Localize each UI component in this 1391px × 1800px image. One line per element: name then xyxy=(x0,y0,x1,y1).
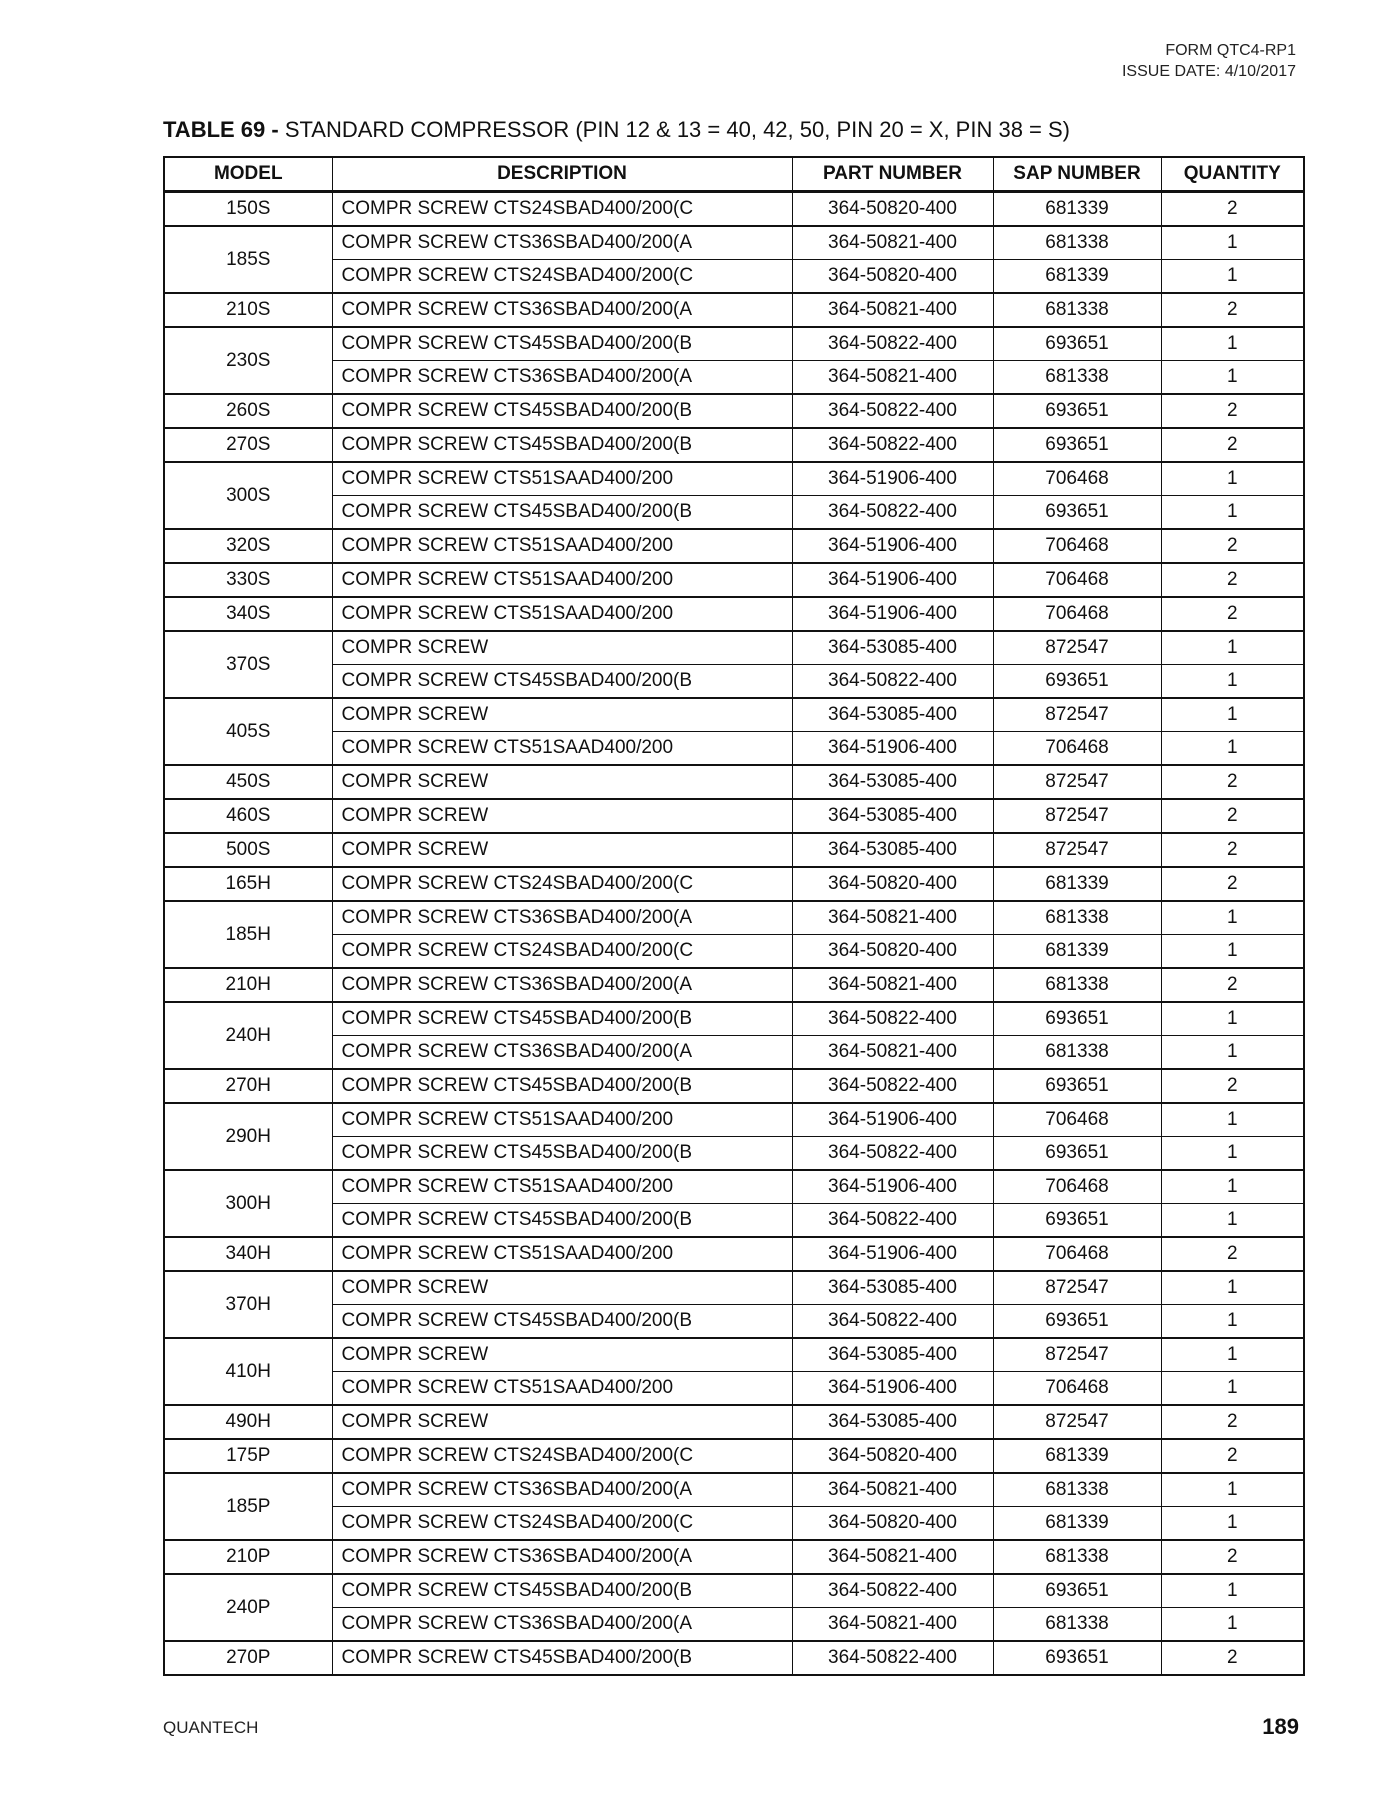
cell-quantity: 2 xyxy=(1161,1069,1304,1103)
table-row xyxy=(164,1372,1304,1406)
cell-description: COMPR SCREW CTS51SAAD400/200 xyxy=(332,1237,792,1271)
table-row xyxy=(164,1338,1304,1372)
cell-model: 260S xyxy=(164,394,332,428)
cell-part-number: 364-50822-400 xyxy=(792,1204,993,1238)
cell-part-number: 364-50820-400 xyxy=(792,867,993,901)
cell-part-number: 364-51906-400 xyxy=(792,1170,993,1204)
cell-quantity: 1 xyxy=(1161,1103,1304,1137)
table-title-text: STANDARD COMPRESSOR (PIN 12 & 13 = 40, 42, 50, PIN 20 = X, PIN 38 = S) xyxy=(278,117,1071,142)
cell-description: COMPR SCREW CTS36SBAD400/200(A xyxy=(332,1036,792,1070)
cell-quantity: 2 xyxy=(1161,192,1304,227)
cell-model: 185S xyxy=(164,226,332,293)
cell-quantity: 1 xyxy=(1161,935,1304,969)
cell-description: COMPR SCREW CTS45SBAD400/200(B xyxy=(332,428,792,462)
cell-sap-number: 681339 xyxy=(993,260,1161,294)
cell-quantity: 1 xyxy=(1161,698,1304,732)
cell-sap-number: 693651 xyxy=(993,1305,1161,1339)
cell-quantity: 1 xyxy=(1161,1507,1304,1541)
cell-sap-number: 681338 xyxy=(993,1608,1161,1642)
cell-part-number: 364-51906-400 xyxy=(792,563,993,597)
cell-sap-number: 693651 xyxy=(993,1002,1161,1036)
cell-description: COMPR SCREW xyxy=(332,1271,792,1305)
cell-sap-number: 693651 xyxy=(993,1204,1161,1238)
cell-sap-number: 681338 xyxy=(993,1473,1161,1507)
cell-part-number: 364-50821-400 xyxy=(792,901,993,935)
cell-description: COMPR SCREW CTS24SBAD400/200(C xyxy=(332,1439,792,1473)
cell-part-number: 364-51906-400 xyxy=(792,462,993,496)
table-row xyxy=(164,1608,1304,1642)
table-row xyxy=(164,1641,1304,1675)
cell-model: 340H xyxy=(164,1237,332,1271)
table-row xyxy=(164,496,1304,530)
cell-description: COMPR SCREW CTS36SBAD400/200(A xyxy=(332,901,792,935)
cell-description: COMPR SCREW CTS51SAAD400/200 xyxy=(332,1103,792,1137)
cell-description: COMPR SCREW CTS24SBAD400/200(C xyxy=(332,867,792,901)
cell-quantity: 2 xyxy=(1161,428,1304,462)
cell-sap-number: 706468 xyxy=(993,1170,1161,1204)
cell-quantity: 1 xyxy=(1161,1170,1304,1204)
cell-description: COMPR SCREW CTS51SAAD400/200 xyxy=(332,597,792,631)
table-row xyxy=(164,1305,1304,1339)
cell-description: COMPR SCREW CTS45SBAD400/200(B xyxy=(332,327,792,361)
table-row xyxy=(164,765,1304,799)
cell-quantity: 2 xyxy=(1161,1405,1304,1439)
cell-part-number: 364-51906-400 xyxy=(792,1372,993,1406)
cell-description: COMPR SCREW CTS36SBAD400/200(A xyxy=(332,361,792,395)
cell-part-number: 364-51906-400 xyxy=(792,1103,993,1137)
cell-part-number: 364-50822-400 xyxy=(792,1002,993,1036)
table-row xyxy=(164,327,1304,361)
cell-sap-number: 681338 xyxy=(993,1036,1161,1070)
cell-model: 230S xyxy=(164,327,332,394)
cell-model: 410H xyxy=(164,1338,332,1405)
cell-part-number: 364-51906-400 xyxy=(792,597,993,631)
cell-quantity: 1 xyxy=(1161,1204,1304,1238)
table-row xyxy=(164,1237,1304,1271)
cell-part-number: 364-50820-400 xyxy=(792,1439,993,1473)
compressor-table xyxy=(163,156,1305,1676)
cell-sap-number: 706468 xyxy=(993,462,1161,496)
table-row xyxy=(164,968,1304,1002)
cell-part-number: 364-50822-400 xyxy=(792,1574,993,1608)
cell-part-number: 364-50821-400 xyxy=(792,1036,993,1070)
cell-sap-number: 872547 xyxy=(993,1405,1161,1439)
cell-quantity: 2 xyxy=(1161,799,1304,833)
cell-quantity: 2 xyxy=(1161,867,1304,901)
cell-sap-number: 681338 xyxy=(993,901,1161,935)
cell-quantity: 1 xyxy=(1161,1338,1304,1372)
cell-model: 270P xyxy=(164,1641,332,1675)
table-row xyxy=(164,192,1304,227)
cell-sap-number: 706468 xyxy=(993,597,1161,631)
table-row xyxy=(164,1540,1304,1574)
cell-quantity: 1 xyxy=(1161,1574,1304,1608)
cell-description: COMPR SCREW xyxy=(332,799,792,833)
cell-description: COMPR SCREW CTS51SAAD400/200 xyxy=(332,529,792,563)
cell-quantity: 1 xyxy=(1161,1608,1304,1642)
cell-part-number: 364-50820-400 xyxy=(792,1507,993,1541)
cell-model: 370S xyxy=(164,631,332,698)
cell-part-number: 364-50822-400 xyxy=(792,327,993,361)
cell-quantity: 2 xyxy=(1161,529,1304,563)
table-row xyxy=(164,1473,1304,1507)
column-header-part-number: PART NUMBER xyxy=(792,157,993,192)
cell-part-number: 364-50822-400 xyxy=(792,394,993,428)
table-row xyxy=(164,260,1304,294)
cell-part-number: 364-50821-400 xyxy=(792,361,993,395)
cell-model: 340S xyxy=(164,597,332,631)
cell-part-number: 364-50822-400 xyxy=(792,1305,993,1339)
cell-sap-number: 872547 xyxy=(993,698,1161,732)
cell-description: COMPR SCREW CTS36SBAD400/200(A xyxy=(332,1540,792,1574)
cell-description: COMPR SCREW CTS45SBAD400/200(B xyxy=(332,1137,792,1171)
column-header-model: MODEL xyxy=(164,157,332,192)
cell-description: COMPR SCREW CTS45SBAD400/200(B xyxy=(332,1069,792,1103)
cell-quantity: 2 xyxy=(1161,563,1304,597)
column-header-description: DESCRIPTION xyxy=(332,157,792,192)
cell-quantity: 1 xyxy=(1161,1372,1304,1406)
table-row xyxy=(164,563,1304,597)
cell-model: 320S xyxy=(164,529,332,563)
cell-quantity: 1 xyxy=(1161,1002,1304,1036)
cell-sap-number: 706468 xyxy=(993,732,1161,766)
cell-sap-number: 693651 xyxy=(993,665,1161,699)
cell-description: COMPR SCREW xyxy=(332,1338,792,1372)
form-id: FORM QTC4-RP1 xyxy=(1165,42,1296,59)
table-row xyxy=(164,1002,1304,1036)
table-row xyxy=(164,698,1304,732)
cell-quantity: 1 xyxy=(1161,1271,1304,1305)
form-header xyxy=(1122,40,1296,82)
cell-description: COMPR SCREW xyxy=(332,1405,792,1439)
table-row xyxy=(164,597,1304,631)
cell-sap-number: 706468 xyxy=(993,1103,1161,1137)
cell-sap-number: 681338 xyxy=(993,968,1161,1002)
cell-model: 175P xyxy=(164,1439,332,1473)
cell-description: COMPR SCREW CTS51SAAD400/200 xyxy=(332,563,792,597)
table-row xyxy=(164,1405,1304,1439)
cell-part-number: 364-50821-400 xyxy=(792,1540,993,1574)
cell-quantity: 1 xyxy=(1161,260,1304,294)
cell-model: 210S xyxy=(164,293,332,327)
cell-sap-number: 693651 xyxy=(993,1641,1161,1675)
cell-model: 210P xyxy=(164,1540,332,1574)
cell-part-number: 364-51906-400 xyxy=(792,732,993,766)
cell-sap-number: 706468 xyxy=(993,563,1161,597)
cell-description: COMPR SCREW CTS45SBAD400/200(B xyxy=(332,1305,792,1339)
cell-sap-number: 681339 xyxy=(993,935,1161,969)
cell-sap-number: 681338 xyxy=(993,1540,1161,1574)
table-row xyxy=(164,732,1304,766)
cell-sap-number: 681339 xyxy=(993,192,1161,227)
table-row xyxy=(164,1204,1304,1238)
cell-model: 460S xyxy=(164,799,332,833)
cell-model: 450S xyxy=(164,765,332,799)
cell-sap-number: 693651 xyxy=(993,428,1161,462)
cell-part-number: 364-50822-400 xyxy=(792,665,993,699)
cell-model: 165H xyxy=(164,867,332,901)
cell-part-number: 364-50822-400 xyxy=(792,1069,993,1103)
cell-description: COMPR SCREW CTS36SBAD400/200(A xyxy=(332,1473,792,1507)
table-header-row xyxy=(164,157,1304,192)
cell-part-number: 364-53085-400 xyxy=(792,1338,993,1372)
cell-description: COMPR SCREW CTS24SBAD400/200(C xyxy=(332,1507,792,1541)
cell-quantity: 2 xyxy=(1161,597,1304,631)
cell-sap-number: 872547 xyxy=(993,765,1161,799)
cell-description: COMPR SCREW CTS36SBAD400/200(A xyxy=(332,1608,792,1642)
cell-quantity: 1 xyxy=(1161,1036,1304,1070)
table-row xyxy=(164,1439,1304,1473)
cell-quantity: 1 xyxy=(1161,901,1304,935)
cell-part-number: 364-53085-400 xyxy=(792,631,993,665)
cell-description: COMPR SCREW CTS45SBAD400/200(B xyxy=(332,1204,792,1238)
cell-part-number: 364-53085-400 xyxy=(792,765,993,799)
cell-part-number: 364-50821-400 xyxy=(792,968,993,1002)
cell-description: COMPR SCREW CTS45SBAD400/200(B xyxy=(332,665,792,699)
cell-sap-number: 706468 xyxy=(993,1237,1161,1271)
cell-quantity: 2 xyxy=(1161,1641,1304,1675)
cell-model: 185H xyxy=(164,901,332,968)
cell-description: COMPR SCREW CTS45SBAD400/200(B xyxy=(332,1002,792,1036)
cell-quantity: 2 xyxy=(1161,293,1304,327)
cell-model: 290H xyxy=(164,1103,332,1170)
cell-model: 240P xyxy=(164,1574,332,1641)
cell-description: COMPR SCREW CTS24SBAD400/200(C xyxy=(332,260,792,294)
cell-description: COMPR SCREW xyxy=(332,631,792,665)
cell-model: 490H xyxy=(164,1405,332,1439)
cell-model: 270H xyxy=(164,1069,332,1103)
cell-part-number: 364-50821-400 xyxy=(792,293,993,327)
table-row xyxy=(164,867,1304,901)
table-row xyxy=(164,428,1304,462)
cell-sap-number: 872547 xyxy=(993,1338,1161,1372)
cell-part-number: 364-50821-400 xyxy=(792,1608,993,1642)
table-row xyxy=(164,529,1304,563)
table-row xyxy=(164,462,1304,496)
cell-description: COMPR SCREW CTS45SBAD400/200(B xyxy=(332,496,792,530)
cell-quantity: 2 xyxy=(1161,1540,1304,1574)
footer-brand: QUANTECH xyxy=(163,1718,259,1737)
cell-part-number: 364-51906-400 xyxy=(792,529,993,563)
cell-sap-number: 681338 xyxy=(993,361,1161,395)
cell-sap-number: 706468 xyxy=(993,529,1161,563)
table-row xyxy=(164,631,1304,665)
cell-part-number: 364-50821-400 xyxy=(792,1473,993,1507)
cell-description: COMPR SCREW CTS36SBAD400/200(A xyxy=(332,226,792,260)
cell-description: COMPR SCREW CTS45SBAD400/200(B xyxy=(332,1574,792,1608)
cell-quantity: 1 xyxy=(1161,1137,1304,1171)
table-row xyxy=(164,1137,1304,1171)
cell-part-number: 364-53085-400 xyxy=(792,1271,993,1305)
cell-description: COMPR SCREW CTS51SAAD400/200 xyxy=(332,462,792,496)
cell-model: 210H xyxy=(164,968,332,1002)
cell-model: 300S xyxy=(164,462,332,529)
cell-quantity: 2 xyxy=(1161,1237,1304,1271)
cell-part-number: 364-53085-400 xyxy=(792,833,993,867)
cell-description: COMPR SCREW CTS24SBAD400/200(C xyxy=(332,935,792,969)
cell-sap-number: 706468 xyxy=(993,1372,1161,1406)
table-row xyxy=(164,226,1304,260)
cell-description: COMPR SCREW CTS36SBAD400/200(A xyxy=(332,293,792,327)
issue-date: ISSUE DATE: 4/10/2017 xyxy=(1121,63,1296,80)
cell-model: 270S xyxy=(164,428,332,462)
cell-model: 240H xyxy=(164,1002,332,1069)
cell-description: COMPR SCREW CTS45SBAD400/200(B xyxy=(332,394,792,428)
cell-description: COMPR SCREW CTS45SBAD400/200(B xyxy=(332,1641,792,1675)
table-row xyxy=(164,1507,1304,1541)
cell-quantity: 2 xyxy=(1161,968,1304,1002)
cell-sap-number: 681339 xyxy=(993,1507,1161,1541)
cell-model: 405S xyxy=(164,698,332,765)
cell-model: 500S xyxy=(164,833,332,867)
table-row xyxy=(164,799,1304,833)
cell-quantity: 2 xyxy=(1161,394,1304,428)
cell-part-number: 364-50822-400 xyxy=(792,496,993,530)
cell-quantity: 1 xyxy=(1161,496,1304,530)
cell-sap-number: 693651 xyxy=(993,394,1161,428)
cell-sap-number: 693651 xyxy=(993,1574,1161,1608)
cell-sap-number: 693651 xyxy=(993,496,1161,530)
cell-quantity: 1 xyxy=(1161,361,1304,395)
cell-model: 185P xyxy=(164,1473,332,1540)
cell-sap-number: 872547 xyxy=(993,1271,1161,1305)
cell-sap-number: 693651 xyxy=(993,327,1161,361)
cell-part-number: 364-50820-400 xyxy=(792,192,993,227)
cell-part-number: 364-50820-400 xyxy=(792,935,993,969)
table-row xyxy=(164,293,1304,327)
cell-quantity: 1 xyxy=(1161,1305,1304,1339)
cell-model: 150S xyxy=(164,192,332,227)
cell-quantity: 2 xyxy=(1161,1439,1304,1473)
table-row xyxy=(164,1170,1304,1204)
cell-sap-number: 872547 xyxy=(993,799,1161,833)
cell-part-number: 364-50822-400 xyxy=(792,1641,993,1675)
cell-quantity: 1 xyxy=(1161,462,1304,496)
column-header-quantity: QUANTITY xyxy=(1161,157,1304,192)
cell-part-number: 364-53085-400 xyxy=(792,799,993,833)
cell-quantity: 1 xyxy=(1161,327,1304,361)
cell-description: COMPR SCREW xyxy=(332,698,792,732)
cell-part-number: 364-50820-400 xyxy=(792,260,993,294)
table-row xyxy=(164,833,1304,867)
cell-part-number: 364-50822-400 xyxy=(792,1137,993,1171)
table-row xyxy=(164,901,1304,935)
cell-sap-number: 693651 xyxy=(993,1137,1161,1171)
cell-description: COMPR SCREW CTS51SAAD400/200 xyxy=(332,732,792,766)
table-body xyxy=(164,192,1304,1676)
table-title-number: TABLE 69 - xyxy=(163,117,279,142)
cell-sap-number: 693651 xyxy=(993,1069,1161,1103)
page-number: 189 xyxy=(1262,1714,1299,1739)
cell-quantity: 1 xyxy=(1161,1473,1304,1507)
cell-description: COMPR SCREW xyxy=(332,765,792,799)
cell-sap-number: 681339 xyxy=(993,867,1161,901)
cell-description: COMPR SCREW CTS51SAAD400/200 xyxy=(332,1170,792,1204)
cell-quantity: 2 xyxy=(1161,833,1304,867)
cell-quantity: 1 xyxy=(1161,631,1304,665)
cell-quantity: 1 xyxy=(1161,732,1304,766)
cell-description: COMPR SCREW xyxy=(332,833,792,867)
cell-sap-number: 681338 xyxy=(993,293,1161,327)
cell-description: COMPR SCREW CTS24SBAD400/200(C xyxy=(332,192,792,227)
cell-sap-number: 872547 xyxy=(993,833,1161,867)
table-row xyxy=(164,935,1304,969)
cell-model: 300H xyxy=(164,1170,332,1237)
cell-quantity: 2 xyxy=(1161,765,1304,799)
table-row xyxy=(164,1271,1304,1305)
cell-part-number: 364-53085-400 xyxy=(792,698,993,732)
cell-sap-number: 681338 xyxy=(993,226,1161,260)
table-row xyxy=(164,1036,1304,1070)
cell-description: COMPR SCREW CTS51SAAD400/200 xyxy=(332,1372,792,1406)
table-row xyxy=(164,1069,1304,1103)
cell-part-number: 364-50822-400 xyxy=(792,428,993,462)
cell-quantity: 1 xyxy=(1161,665,1304,699)
cell-part-number: 364-50821-400 xyxy=(792,226,993,260)
cell-model: 330S xyxy=(164,563,332,597)
cell-description: COMPR SCREW CTS36SBAD400/200(A xyxy=(332,968,792,1002)
table-row xyxy=(164,1574,1304,1608)
cell-part-number: 364-53085-400 xyxy=(792,1405,993,1439)
cell-sap-number: 681339 xyxy=(993,1439,1161,1473)
column-header-sap-number: SAP NUMBER xyxy=(993,157,1161,192)
cell-sap-number: 872547 xyxy=(993,631,1161,665)
table-row xyxy=(164,1103,1304,1137)
table-title xyxy=(163,116,1070,144)
table-row xyxy=(164,665,1304,699)
cell-part-number: 364-51906-400 xyxy=(792,1237,993,1271)
cell-model: 370H xyxy=(164,1271,332,1338)
table-row xyxy=(164,394,1304,428)
cell-quantity: 1 xyxy=(1161,226,1304,260)
table-row xyxy=(164,361,1304,395)
